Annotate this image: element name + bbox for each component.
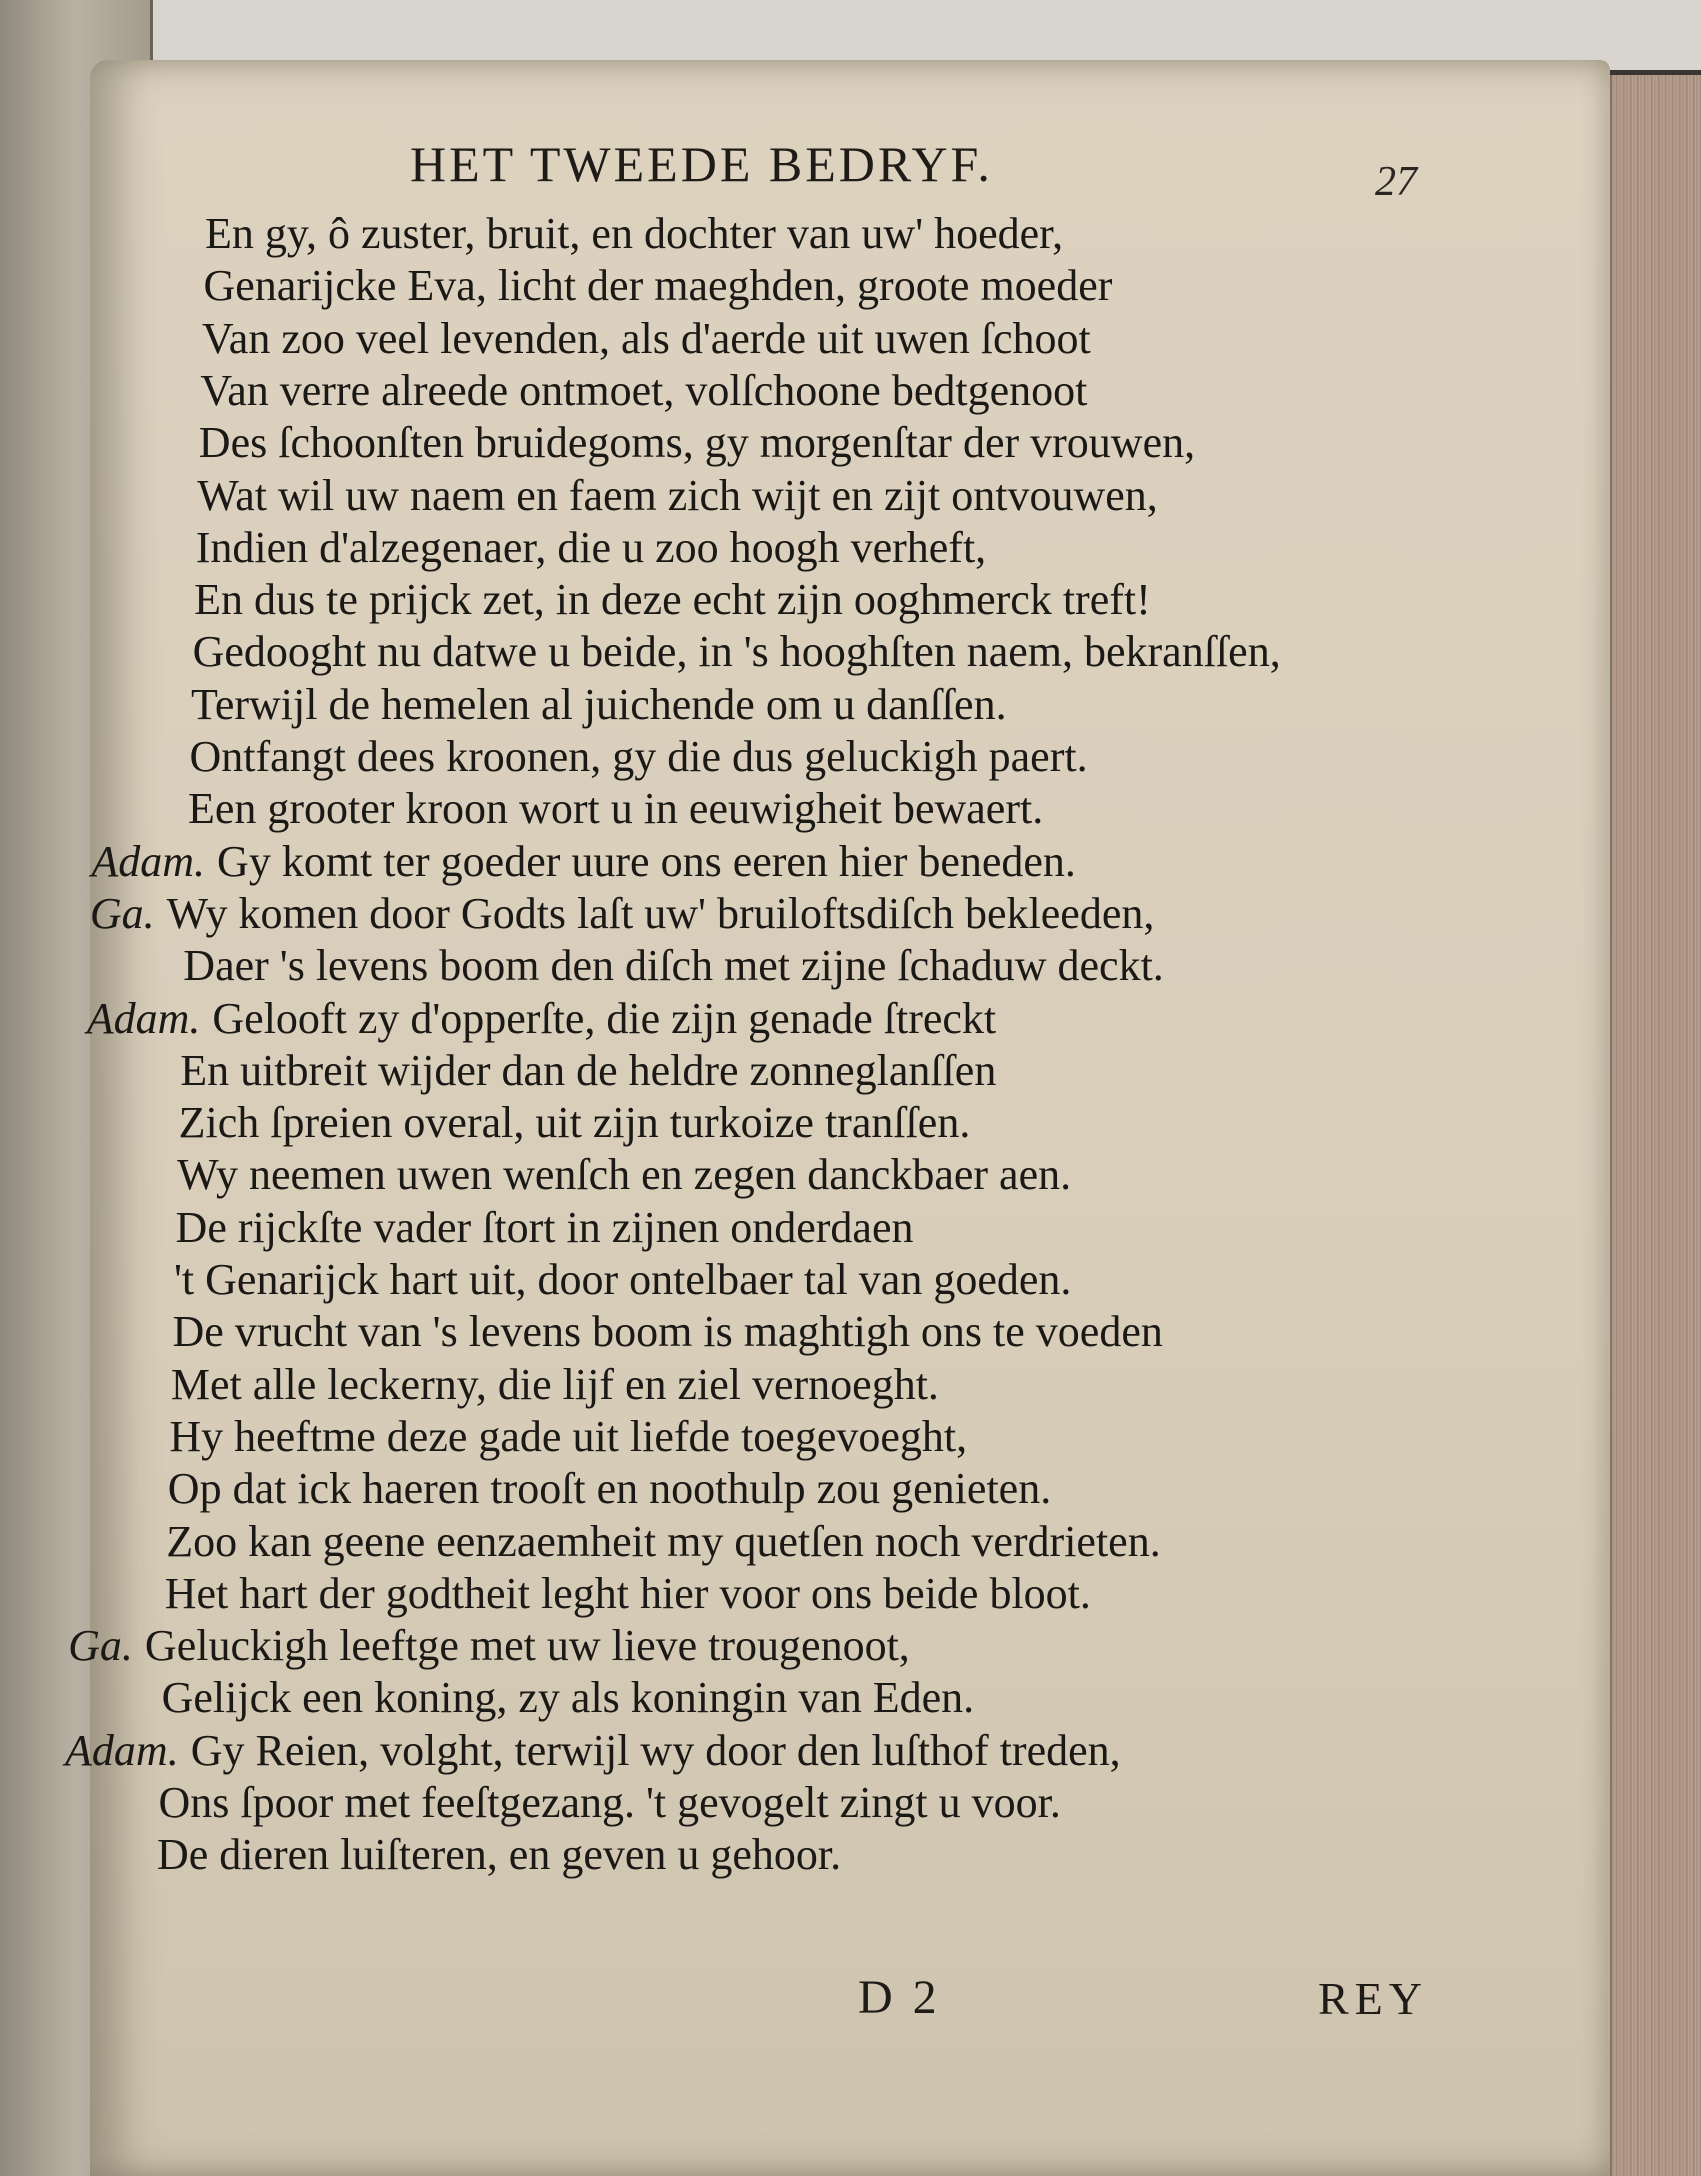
verse-line xyxy=(169,1411,967,1462)
verse-line-text: Op dat ick haeren trooſt en noothulp zou genieten. xyxy=(167,1464,1052,1514)
verse-line-text: Gelijck een koning, zy als koningin van Eden. xyxy=(161,1673,975,1723)
verse-line xyxy=(196,522,987,573)
verse-line-text: Zich ſpreien overal, uit zijn turkoize tranſſen. xyxy=(178,1098,971,1148)
verse-line-text: Geluckigh leeftge met uw lieve trougenoot, xyxy=(144,1621,910,1671)
verse-line xyxy=(176,1202,914,1253)
verse-line xyxy=(179,1097,971,1148)
verse-line-text: Met alle leckerny, die lijf en ziel vernoeght. xyxy=(170,1359,939,1409)
verse-line xyxy=(91,836,1076,887)
page-block-edge xyxy=(1610,75,1701,2176)
verse-line-text: Wat wil uw naem en faem zich wijt en zijt ontvouwen, xyxy=(197,470,1158,520)
verse-line-text: Ons ſpoor met feeſtgezang. 't gevogelt zingt u voor. xyxy=(158,1778,1061,1827)
verse-line xyxy=(203,260,1112,311)
verse-line-text: Gy komt ter goeder uure ons eeren hier beneden. xyxy=(217,836,1076,886)
verse-line xyxy=(191,679,1007,730)
verse-line-text: De rijckſte vader ſtort in zijnen onderdaen xyxy=(175,1202,914,1252)
verse-line-text: Daer 's levens boom den diſch met zijne ſchaduw deckt. xyxy=(183,941,1164,991)
verse-line-text: Het hart der godtheit leght hier voor ons beide bloot. xyxy=(164,1568,1091,1618)
verse-line-text: Een grooter kroon wort u in eeuwigheit bewaert. xyxy=(187,784,1044,834)
verse-line-text: Ontfangt dees kroonen, gy die dus geluckigh paert. xyxy=(189,732,1088,781)
verse-line-text: Gedooght nu datwe u beide, in 's hooghſten naem, bekranſſen, xyxy=(192,627,1281,677)
verse-line xyxy=(166,1516,1160,1567)
verse-line-text: Gelooft zy d'opperſte, die zijn genade ſtreckt xyxy=(212,993,997,1043)
page-number: 27 xyxy=(1375,159,1417,205)
verse-line xyxy=(157,1829,841,1880)
catchword: REY xyxy=(1318,1973,1428,2024)
verse-line xyxy=(177,1149,1071,1200)
verse-line xyxy=(162,1672,975,1723)
speaker-label: Ga. xyxy=(68,1621,133,1671)
verse-line xyxy=(165,1568,1091,1619)
verse-line-text: Genarijcke Eva, licht der maeghden, groote moeder xyxy=(203,261,1113,311)
verse-line xyxy=(90,888,1155,939)
verse-line-text: Wy komen door Godts laſt uw' bruiloftsdiſch bekleeden, xyxy=(166,888,1155,938)
verse-line xyxy=(87,993,996,1044)
verse-line-text: Indien d'alzegenaer, die u zoo hoogh verheft, xyxy=(195,522,987,572)
verse-line xyxy=(188,783,1043,834)
verse-line-text: En dus te prijck zet, in deze echt zijn ooghmerck treft! xyxy=(194,575,1151,625)
verse-line xyxy=(200,365,1087,416)
verse-line xyxy=(174,1254,1071,1305)
verse-line-text: Hy heeftme deze gade uit liefde toegevoeght, xyxy=(169,1411,968,1461)
verse-line xyxy=(183,940,1164,991)
running-header: HET TWEEDE BEDRYF. xyxy=(410,136,993,192)
verse-line xyxy=(205,208,1063,259)
verse-line-text: En uitbreit wijder dan de heldre zonneglanſſen xyxy=(180,1045,997,1095)
verse-line-text: De dieren luiſteren, en geven u gehoor. xyxy=(156,1830,842,1880)
verse-line-text: Van zoo veel levenden, als d'aerde uit uwen ſchoot xyxy=(201,313,1091,363)
verse-line xyxy=(194,574,1151,625)
verse-line-text: En gy, ô zuster, bruit, en dochter van uw' hoeder, xyxy=(205,209,1064,258)
speaker-label: Adam. xyxy=(65,1725,179,1775)
verse-line-text: Wy neemen uwen wenſch en zegen danckbaer aen. xyxy=(177,1150,1072,1200)
verse-line-text: Terwijl de hemelen al juichende om u danſſen. xyxy=(191,679,1007,729)
verse-line xyxy=(65,1725,1121,1776)
verse-line xyxy=(171,1359,939,1410)
verse-line xyxy=(199,417,1195,468)
verse-line xyxy=(172,1306,1162,1357)
verse-line xyxy=(202,313,1091,364)
speaker-label: Ga. xyxy=(89,888,155,938)
verse-line xyxy=(68,1620,910,1671)
verse-line xyxy=(159,1777,1061,1828)
verse-line-text: Zoo kan geene eenzaemheit my quetſen noch verdrieten. xyxy=(166,1516,1161,1566)
speaker-label: Adam. xyxy=(86,993,201,1043)
verse-line-text: De vrucht van 's levens boom is maghtigh ons te voeden xyxy=(172,1307,1163,1357)
verse-line xyxy=(180,1045,996,1096)
speaker-label: Adam. xyxy=(91,836,206,886)
verse-line xyxy=(190,731,1088,782)
verse-line xyxy=(197,470,1158,521)
verse-line-text: Gy Reien, volght, terwijl wy door den luſthof treden, xyxy=(190,1725,1121,1775)
verse-line-text: 't Genarijck hart uit, door ontelbaer tal van goeden. xyxy=(174,1255,1072,1304)
signature-mark: D 2 xyxy=(858,1971,941,2024)
verse-line xyxy=(168,1463,1051,1514)
verse-line xyxy=(193,626,1281,677)
verse-line-text: Van verre alreede ontmoet, volſchoone bedtgenoot xyxy=(200,365,1088,415)
verse-line-text: Des ſchoonſten bruidegoms, gy morgenſtar der vrouwen, xyxy=(198,418,1196,468)
